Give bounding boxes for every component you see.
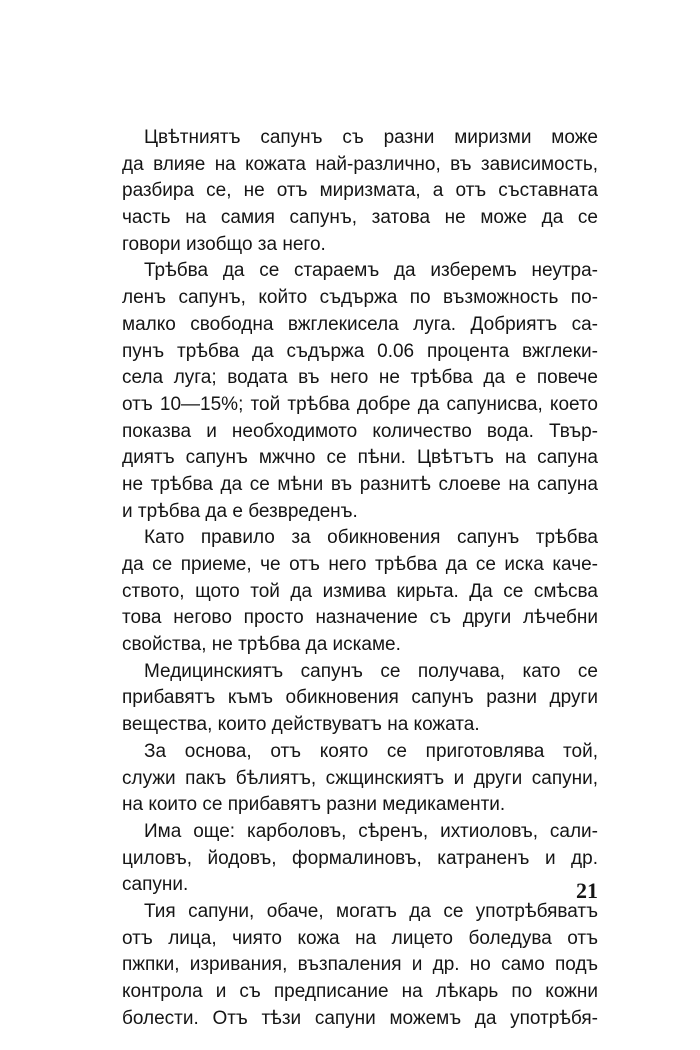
text-line: свойства, не трѣбва да искаме.	[122, 634, 401, 656]
text-line: ленъ сапунъ, който съдържа по възможность по-	[122, 287, 598, 309]
text-line: пунъ трѣбва да съдържа 0.06 процента вжглеки-	[122, 340, 598, 362]
text-line: Има още: карболовъ, сѣренъ, ихтиоловъ, сали-	[144, 820, 598, 842]
text-line: Цвѣтниятъ сапунъ съ разни миризми може	[144, 127, 598, 148]
text-line: разбира се, не отъ миризмата, а отъ съставната	[122, 180, 598, 202]
text-line: За основа, отъ която се приготовлява той,	[144, 740, 598, 762]
text-line: да се приеме, че отъ него трѣбва да се иска каче-	[122, 554, 598, 575]
text-line: села луга; водата въ него не трѣбва да е повече	[122, 367, 598, 389]
text-line: говори изобщо за него.	[122, 233, 326, 255]
text-line: болести. Отъ тѣзи сапуни можемъ да употрѣбя-	[122, 1007, 598, 1029]
text-line: вещества, които действуватъ на кожата.	[122, 714, 480, 736]
text-line: и трѣбва да е безвреденъ.	[122, 500, 358, 522]
page-number: 21	[576, 878, 598, 903]
text-line: отъ лица, чиято кожа на лицето боледува отъ	[122, 927, 598, 949]
text-line: това негово просто назначение съ други лѣчебни	[122, 607, 598, 629]
text-line: ството, щото той да измива кирьта. Да се смѣсва	[122, 580, 598, 602]
text-line: сапуни.	[122, 874, 189, 896]
text-line: на които се прибавятъ разни медикаменти.	[122, 794, 506, 816]
body-text	[122, 125, 598, 1032]
text-line: пжпки, изривания, възпаления и др. но само подъ	[122, 954, 598, 976]
text-line: Трѣбва да се стараемъ да изберемъ неутра-	[144, 260, 598, 282]
text-line: циловъ, йодовъ, формалиновъ, катраненъ и др.	[122, 847, 598, 869]
text-line: часть на самия сапунъ, затова не може да се	[122, 207, 598, 229]
text-line: диятъ сапунъ мжчно се пѣни. Цвѣтътъ на сапуна	[122, 447, 598, 469]
text-line: показва и необходимото количество вода. Твър-	[122, 420, 598, 442]
text-line: Като правило за обикновения сапунъ трѣбва	[144, 527, 598, 549]
text-line: служи пакъ бѣлиятъ, сжщинскиятъ и други сапуни,	[122, 767, 598, 789]
text-line: Медицинскиятъ сапунъ се получава, като се	[144, 660, 598, 682]
text-line: не трѣбва да се мѣни въ разнитѣ слоеве на сапуна	[122, 473, 598, 495]
text-line: контрола и съ предписание на лѣкарь по кожни	[122, 981, 598, 1002]
text-line: отъ 10—15%; той трѣбва добре да сапунисва, което	[122, 393, 598, 415]
text-line: Тия сапуни, обаче, могатъ да се употрѣбяватъ	[144, 900, 598, 922]
text-line: прибавятъ къмъ обикновения сапунъ разни други	[122, 687, 598, 709]
text-line: да влияе на кожата най-различно, въ зависимость,	[122, 153, 598, 175]
text-line: малко свободна вжглекисела луга. Добриятъ са-	[122, 313, 598, 335]
